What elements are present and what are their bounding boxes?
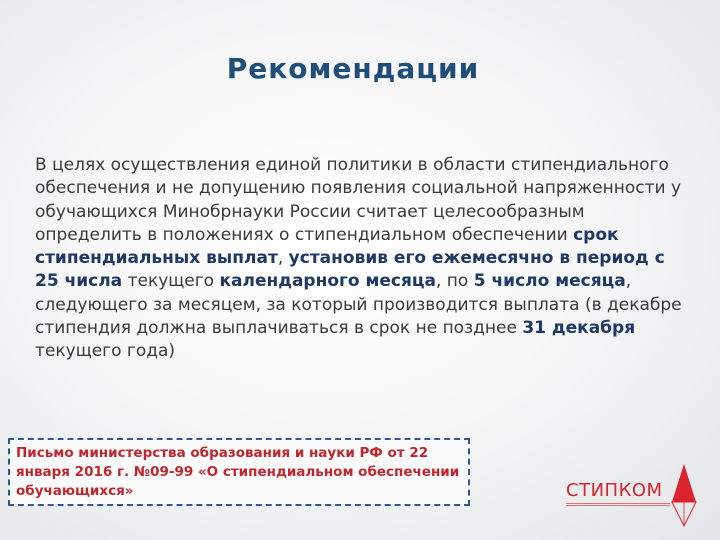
stipkom-logo [566,462,706,528]
body-run: текущего [122,271,220,292]
body-run-bold: 31 декабря [522,318,636,339]
letter-reference-text: Письмо министерства образования и науки РФ от 22 января 2016 г. №09-99 «О стипендиальном обеспечении обучающихся» [16,445,460,499]
body-run-bold: календарного месяца [219,271,436,292]
body-run: , по [436,271,474,292]
logo-name: СТИПКОМ [566,480,663,501]
body-run: В целях осуществления единой политики в области стипендиального обеспечения и не допущению появления социальной напряженности у обучающихся Минобрнауки России считает целесообразным определить в положениях о стипендиальном обеспечении [35,155,682,245]
body-run-bold: 5 число месяца [473,271,626,292]
body-run-bold: установив его ежемесячно в период с 25 числа [35,248,665,292]
slide-title: Рекомендации [226,52,480,85]
body-run-bold: срок стипендиальных выплат [35,224,619,269]
logo-triangle-icon [670,462,698,528]
body-run: , следующего за месяцем, за который производится выплата (в декабре стипендия должна выплачиваться в срок не позднее [35,271,682,339]
recommendation-text [35,154,685,364]
body-run: , [277,248,289,269]
body-run: текущего года) [35,341,176,362]
letter-reference-box [8,438,470,506]
logo-underline [566,503,670,507]
